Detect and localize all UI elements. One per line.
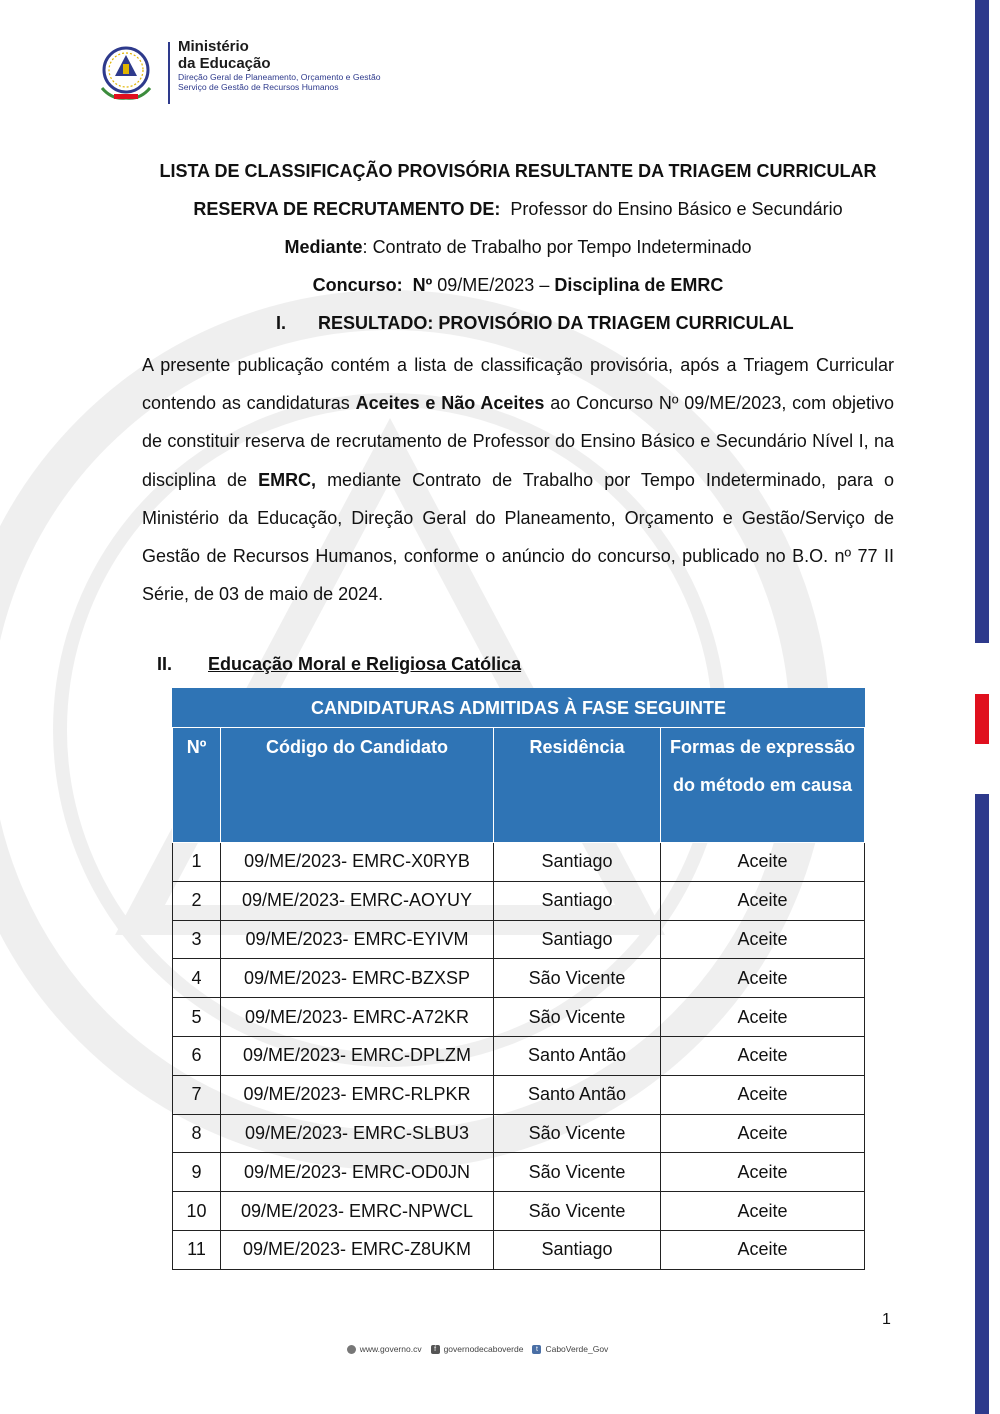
cell-candidate-code: 09/ME/2023- EMRC-EYIVM [221,920,494,959]
cell-candidate-code: 09/ME/2023- EMRC-OD0JN [221,1153,494,1192]
section-ii-title: Educação Moral e Religiosa Católica [208,654,522,674]
mediante-line: Mediante: Contrato de Trabalho por Tempo Indeterminado [284,237,752,257]
cell-number: 9 [173,1153,221,1192]
cell-number: 6 [173,1036,221,1075]
cell-candidate-code: 09/ME/2023- EMRC-RLPKR [221,1075,494,1114]
cell-candidate-code: 09/ME/2023- EMRC-AOYUY [221,881,494,920]
cell-candidate-code: 09/ME/2023- EMRC-DPLZM [221,1036,494,1075]
cell-candidate-code: 09/ME/2023- EMRC-SLBU3 [221,1114,494,1153]
cell-number: 8 [173,1114,221,1153]
cell-residence: Santo Antão [494,1036,661,1075]
cell-candidate-code: 09/ME/2023- EMRC-X0RYB [221,843,494,882]
reserva-line: RESERVA DE RECRUTAMENTO DE: Professor do Ensino Básico e Secundário [193,199,843,219]
candidates-table [172,688,865,1270]
cell-status: Aceite [661,1192,865,1231]
cell-status: Aceite [661,1075,865,1114]
body-bold-2: EMRC, [258,469,317,490]
table-row [173,881,865,920]
logo-divider [168,42,170,104]
cell-residence: Santiago [494,920,661,959]
cell-status: Aceite [661,1114,865,1153]
table-row [173,920,865,959]
cell-residence: Santo Antão [494,1075,661,1114]
facebook-icon: f [431,1345,440,1354]
header-residence: Residência [494,728,661,843]
disciplina-label: Disciplina de EMRC [554,275,724,295]
edge-bar-blue-bottom [975,794,989,1414]
header-method: Formas de expressão do método em causa [661,728,865,843]
cell-candidate-code: 09/ME/2023- EMRC-NPWCL [221,1192,494,1231]
concurso-number-sign: Nº [412,275,433,295]
cell-number: 3 [173,920,221,959]
cell-candidate-code: 09/ME/2023- EMRC-BZXSP [221,959,494,998]
cell-residence: São Vicente [494,998,661,1037]
table-banner: CANDIDATURAS ADMITIDAS À FASE SEGUINTE [173,689,865,728]
table-row [173,1153,865,1192]
reserva-value: Professor do Ensino Básico e Secundário [510,199,843,219]
cell-residence: Santiago [494,1230,661,1269]
reserva-label: RESERVA DE RECRUTAMENTO DE [193,199,495,219]
section-ii-heading [157,653,521,675]
page-number: 1 [882,1311,891,1328]
mediante-value: Contrato de Trabalho por Tempo Indeterminado [372,237,752,257]
cell-number: 7 [173,1075,221,1114]
cell-status: Aceite [661,1230,865,1269]
cell-status: Aceite [661,998,865,1037]
cell-residence: São Vicente [494,1114,661,1153]
table-row [173,959,865,998]
section-ii-number: II. [157,654,173,674]
section-i-title: RESULTADO: PROVISÓRIO DA TRIAGEM CURRICULAL [318,313,794,333]
body-text-2: ao Concurso Nº 09/ME/2023, com objetivo de constituir reserva de recrutamento de Professor do Ensino Básico e Secundário Nível I, na disciplina de [142,393,894,490]
cell-number: 11 [173,1230,221,1269]
table-row [173,1036,865,1075]
cell-status: Aceite [661,959,865,998]
cell-number: 1 [173,843,221,882]
ministry-name-line2: da Educação [178,55,271,72]
header-number: Nº [173,728,221,843]
footer-website[interactable]: www.governo.cv [359,1344,422,1354]
document-title: LISTA DE CLASSIFICAÇÃO PROVISÓRIA RESULTANTE DA TRIAGEM CURRICULAR [159,161,877,181]
table-row [173,1230,865,1269]
cell-residence: São Vicente [494,1192,661,1231]
cell-number: 4 [173,959,221,998]
cell-status: Aceite [661,843,865,882]
table-body [173,843,865,1270]
concurso-dash: – [539,275,550,295]
section-i-number: I. [276,313,287,333]
cell-candidate-code: 09/ME/2023- EMRC-A72KR [221,998,494,1037]
concurso-label: Concurso: [312,275,403,295]
cell-residence: Santiago [494,843,661,882]
service-name: Serviço de Gestão de Recursos Humanos [178,82,339,92]
table-row [173,1075,865,1114]
body-text-1: A presente publicação contém a lista de classificação provisória, após a Triagem Curricular contendo as candidaturas [142,355,894,414]
national-seal-icon [92,38,160,106]
ministry-name-line1: Ministério [178,38,249,55]
concurso-line [142,274,894,296]
footer-twitter[interactable]: CaboVerde_Gov [545,1344,609,1354]
cell-status: Aceite [661,1036,865,1075]
cell-candidate-code: 09/ME/2023- EMRC-Z8UKM [221,1230,494,1269]
table-row [173,998,865,1037]
footer [0,1344,960,1354]
table-row [173,843,865,882]
table-row [173,1114,865,1153]
header-candidate-code: Código do Candidato [221,728,494,843]
body-text-3: mediante Contrato de Trabalho por Tempo Indeterminado, para o Ministério da Educação, Direção Geral do Planeamento, Orçamento e Gestão/Serviço de Gestão de Recursos Humanos, conforme o anúncio do concurso, publicado no B.O. nº 77 II Série, de 03 de maio de 2024. [142,469,894,605]
mediante-label: Mediante [284,237,363,257]
cell-residence: São Vicente [494,959,661,998]
cell-number: 10 [173,1192,221,1231]
cell-status: Aceite [661,1153,865,1192]
cell-number: 5 [173,998,221,1037]
ministry-logo [92,38,381,106]
cell-residence: São Vicente [494,1153,661,1192]
cell-status: Aceite [661,920,865,959]
cell-residence: Santiago [494,881,661,920]
body-paragraph [142,346,894,613]
table-row [173,1192,865,1231]
directorate-name: Direção Geral de Planeamento, Orçamento e Gestão [178,72,381,82]
cell-status: Aceite [661,881,865,920]
edge-bar-blue-top [975,0,989,643]
globe-icon [347,1345,356,1354]
footer-facebook[interactable]: governodecaboverde [443,1344,524,1354]
section-i-heading [276,312,794,334]
concurso-value: 09/ME/2023 [437,275,535,295]
body-bold-1: Aceites e Não Aceites [355,393,545,414]
cell-number: 2 [173,881,221,920]
twitter-icon: t [532,1345,541,1354]
edge-bar-red [975,694,989,744]
